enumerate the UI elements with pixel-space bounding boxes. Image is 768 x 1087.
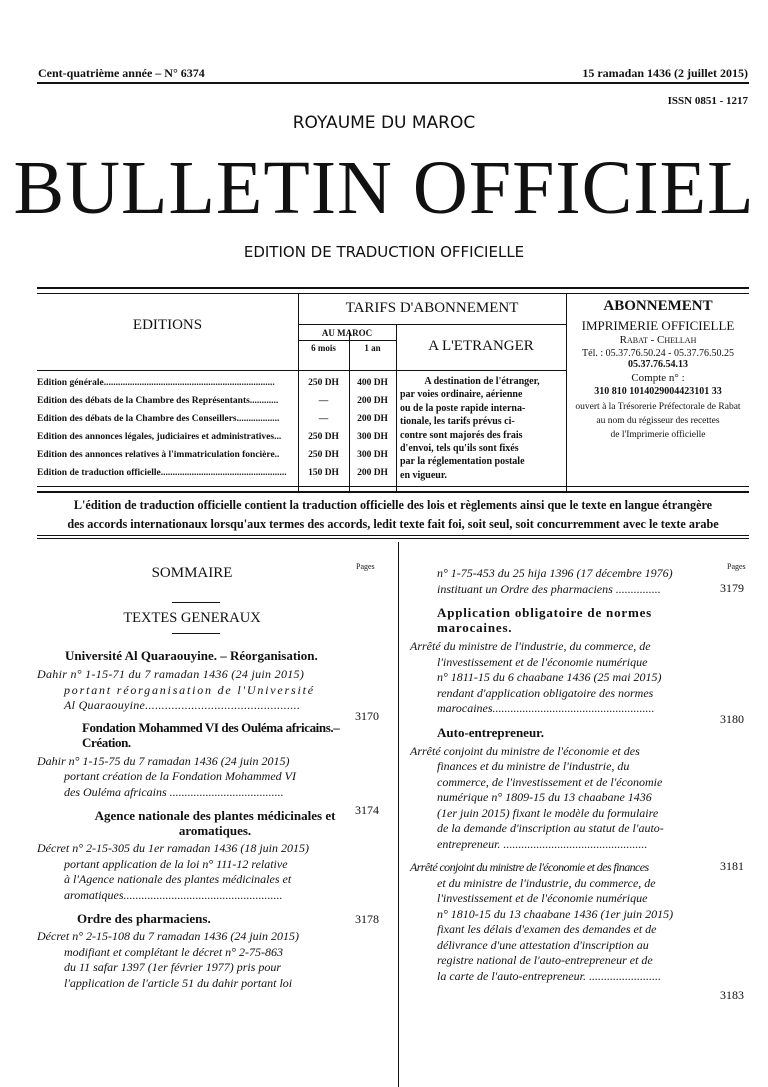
column-divider — [398, 542, 399, 1087]
toc-heading: Ordre des pharmaciens. — [77, 911, 211, 926]
section-title: TEXTES GENERAUX — [123, 610, 261, 626]
toc-heading: Application obligatoire de normes marocaines. — [437, 605, 653, 635]
sommaire-title: SOMMAIRE — [151, 565, 233, 581]
tariff-row-label: Edition générale........................................................................ — [37, 378, 275, 388]
tariff-row-year: 200 DH — [357, 468, 388, 478]
pages-label-right: Pages — [727, 562, 746, 571]
phone: Tél. : 05.37.76.50.24 - 05.37.76.50.25 — [582, 348, 734, 359]
official-notice: L'édition de traduction officielle contient la traduction officielle des lois et règlements ainsi que le texte en langue étrangère des accords internationaux lorsqu'aux termes des accords, ledit texte fait foi, soit seul, soit concurremment avec le texte arabe — [67, 498, 719, 531]
toc-page: 3179 — [720, 581, 744, 595]
kingdom-title: ROYAUME DU MAROC — [292, 113, 476, 133]
tariff-row-year: 200 DH — [357, 396, 388, 406]
tarifs-header: TARIFS D'ABONNEMENT — [345, 300, 519, 316]
issue-number: Cent-quatrième année – N° 6374 — [38, 66, 205, 80]
header-rule — [37, 82, 749, 84]
editions-header: EDITIONS — [132, 317, 203, 333]
tariff-row-label: Edition des débats de la Chambre des Représentants............ — [37, 396, 279, 406]
account-label: Compte n° : — [631, 372, 685, 384]
toc-right — [410, 566, 750, 1002]
page-title: BULLETIN OFFICIEL — [13, 146, 755, 230]
toc-entry[interactable]: Arrêté du ministre de l'industrie, du commerce, de l'investissement et de l'économie numérique n° 1811-15 du 6 chaabane 1436 (25 mai 2015) rendant d'application obligatoire des normes marocaines...................................................... — [410, 639, 662, 715]
six-months-header: 6 mois — [311, 343, 336, 353]
tariff-row-label: Edition des annonces légales, judiciaires et administratives... — [37, 432, 282, 442]
toc-page: 3178 — [355, 912, 379, 926]
toc-heading: Fondation Mohammed VI des Ouléma africains.– Création. — [82, 719, 340, 750]
one-year-header: 1 an — [364, 343, 381, 353]
toc-page: 3180 — [720, 712, 744, 726]
tariff-row-six: — — [318, 414, 329, 424]
toc-entry[interactable]: Décret n° 2-15-108 du 7 ramadan 1436 (24 juin 2015) modifiant et complétant le décret n° 2-75-863 du 11 safar 1397 (1er février 1977) pris pour l'application de l'article 51 du dahir portant loi — [37, 929, 299, 990]
subscription-title: ABONNEMENT — [603, 298, 713, 314]
toc-heading: Agence nationale des plantes médicinales et aromatiques. — [94, 808, 336, 838]
toc-left — [37, 648, 382, 991]
issue-date: 15 ramadan 1436 (2 juillet 2015) — [582, 66, 748, 80]
tariff-row-label: Edition de traduction officielle..................................................... — [37, 468, 287, 478]
foreign-header: A L'ETRANGER — [428, 338, 534, 354]
phone-2: 05.37.76.54.13 — [628, 359, 688, 370]
toc-entry[interactable]: Dahir n° 1-15-71 du 7 ramadan 1436 (24 juin 2015) portant réorganisation de l'Université Al Quaraouyine............................................... — [37, 667, 315, 712]
toc-entry[interactable]: Dahir n° 1-15-75 du 7 ramadan 1436 (24 juin 2015) portant création de la Fondation Mohammed VI des Ouléma africains ...................................... — [37, 753, 296, 799]
foreign-note: A destination de l'étranger, par voies ordinaire, aérienne ou de la poste rapide interna- tionale, les tarifs prévus ci- contre sont majorés des frais d'envoi, tels qu'ils sont fixés par la réglementation postale en vigueur. — [400, 376, 540, 481]
toc-entry[interactable]: Arrêté conjoint du ministre de l'économie et des finances et du ministre de l'industrie, du commerce, de l'investissement et de l'économie numérique n° 1809-15 du 13 chaabane 1436 (1er juin 2015) fixant le modèle du formulaire de la demande d'inscription au statut de l'auto- entrepreneur. ................................................ — [410, 743, 664, 851]
pages-label-left: Pages — [356, 562, 375, 571]
toc-page: 3181 — [720, 859, 744, 873]
account-number: 310 810 1014029004423101 33 — [594, 386, 722, 397]
notice-rule — [37, 535, 749, 536]
tariff-row-six: — — [318, 396, 329, 406]
toc-page: 3183 — [720, 988, 744, 1002]
toc-entry[interactable]: Décret n° 2-15-305 du 1er ramadan 1436 (18 juin 2015) portant application de la loi n° 111-12 relative à l'Agence nationale des plantes médicinales et aromatiques..................................................... — [37, 841, 309, 902]
printer-name: IMPRIMERIE OFFICIELLE — [581, 318, 735, 333]
toc-heading: Auto-entrepreneur. — [437, 724, 545, 740]
toc-page: 3174 — [355, 803, 379, 817]
account-note-1: ouvert à la Trésorerie Préfectorale de Rabat — [575, 402, 741, 412]
tariff-row-six: 250 DH — [308, 432, 339, 442]
toc-entry[interactable]: n° 1-75-453 du 25 hija 1396 (17 décembre 1976) instituant un Ordre des pharmaciens ............... — [437, 566, 673, 596]
tariff-row-label: Edition des annonces relatives à l'immatriculation foncière.. — [37, 450, 280, 460]
tariff-row-year: 200 DH — [357, 414, 388, 424]
toc-entry[interactable]: Arrêté conjoint du ministre de l'économie et des finances et du ministre de l'industrie, du commerce, de l'investissement et de l'économie numérique n° 1810-15 du 13 chaabane 1436 (1er juin 2015) fixant les délais d'examen des demandes et de délivrance d'une attestation d'inscription au registre national de l'auto-entrepreneur et de la carte de l'auto-entrepreneur. ........................ — [410, 860, 674, 983]
tariff-row-six: 250 DH — [308, 378, 339, 388]
issn: ISSN 0851 - 1217 — [667, 95, 748, 107]
tariff-row-year: 300 DH — [357, 450, 388, 460]
tariff-row-year: 300 DH — [357, 432, 388, 442]
subscription-box — [567, 298, 749, 440]
edition-title: EDITION DE TRADUCTION OFFICIELLE — [243, 243, 525, 261]
toc-heading: Université Al Quaraouyine. – Réorganisation. — [65, 648, 318, 663]
au-maroc-header: AU MAROC — [321, 328, 373, 338]
tariff-row-label: Edition des débats de la Chambre des Conseillers.................. — [37, 414, 280, 424]
printer-city: Rabat - Chellah — [619, 334, 697, 346]
toc-page: 3170 — [355, 709, 379, 723]
account-note-2: au nom du régisseur des recettes — [596, 416, 720, 426]
account-note-3: de l'Imprimerie officielle — [610, 430, 706, 440]
tariff-row-six: 250 DH — [308, 450, 339, 460]
tariff-row-year: 400 DH — [357, 378, 388, 388]
tariff-row-six: 150 DH — [308, 468, 339, 478]
